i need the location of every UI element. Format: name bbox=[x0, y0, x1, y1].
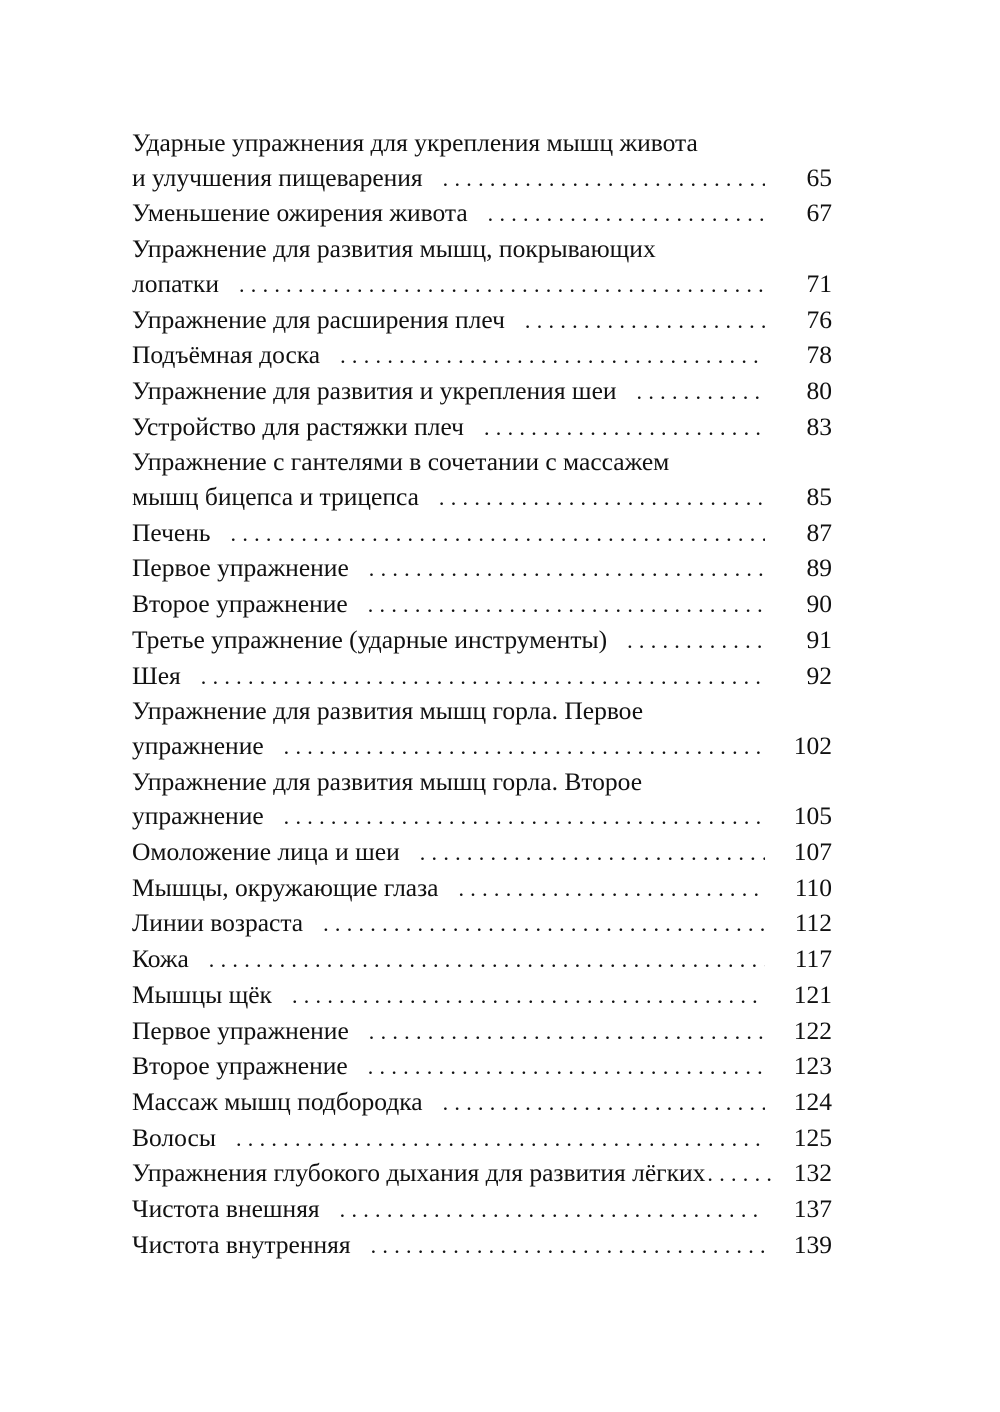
toc-page-number: 102 bbox=[793, 730, 832, 760]
toc-entry-row bbox=[132, 196, 832, 232]
toc-entry[interactable] bbox=[132, 659, 832, 695]
toc-entry-title: Мышцы, окружающие глаза bbox=[132, 872, 439, 902]
toc-page-number: 137 bbox=[793, 1194, 832, 1224]
toc-entry[interactable] bbox=[132, 1049, 832, 1085]
toc-entry-title: мышц бицепса и трицепса bbox=[132, 482, 419, 512]
toc-entry[interactable] bbox=[132, 551, 832, 587]
toc-entry-title: Печень bbox=[132, 517, 211, 547]
dot-leader bbox=[443, 1086, 765, 1121]
toc-entry-title: Подъёмная доска bbox=[132, 340, 321, 370]
toc-entry[interactable] bbox=[132, 196, 832, 232]
toc-entry-title-line: Ударные упражнения для укрепления мышц живота bbox=[132, 128, 698, 157]
toc-page-number: 105 bbox=[793, 801, 832, 831]
toc-page-number: 71 bbox=[806, 268, 832, 298]
toc-page-number: 92 bbox=[806, 660, 832, 690]
toc-entry-row bbox=[132, 942, 832, 978]
toc-entry-row bbox=[132, 1228, 832, 1264]
toc-entry[interactable] bbox=[132, 374, 832, 410]
dot-leader bbox=[627, 624, 765, 659]
dot-leader bbox=[369, 552, 765, 587]
toc-entry-row bbox=[132, 1156, 832, 1192]
toc-entry-row bbox=[132, 374, 832, 410]
toc-entry-title: Устройство для растяжки плеч bbox=[132, 411, 464, 441]
toc-entry-row bbox=[132, 1014, 832, 1050]
toc-entry-title: Первое упражнение bbox=[132, 1015, 349, 1045]
toc-entry-row bbox=[132, 410, 832, 446]
toc-entry[interactable] bbox=[132, 1085, 832, 1121]
toc-entry-title: Мышцы щёк bbox=[132, 979, 272, 1009]
toc-entry[interactable] bbox=[132, 871, 832, 907]
toc-entry[interactable] bbox=[132, 587, 832, 623]
dot-leader bbox=[284, 730, 765, 765]
dot-leader bbox=[236, 1122, 765, 1157]
toc-entry-title: Омоложение лица и шеи bbox=[132, 837, 400, 867]
dot-leader bbox=[323, 907, 765, 942]
toc-page-number: 139 bbox=[793, 1229, 832, 1259]
toc-entry[interactable] bbox=[132, 906, 832, 942]
dot-leader bbox=[239, 268, 765, 303]
toc-entry-row bbox=[132, 623, 832, 659]
table-of-contents bbox=[132, 126, 832, 1264]
dot-leader bbox=[209, 943, 765, 978]
toc-entry-row bbox=[132, 978, 832, 1014]
toc-page-number: 124 bbox=[793, 1086, 832, 1116]
toc-entry[interactable] bbox=[132, 978, 832, 1014]
toc-entry-title: и улучшения пищеварения bbox=[132, 162, 423, 192]
toc-entry-title: Волосы bbox=[132, 1122, 216, 1152]
toc-page-number: 91 bbox=[806, 624, 832, 654]
dot-leader bbox=[488, 197, 765, 232]
toc-entry-title: Третье упражнение (ударные инструменты) bbox=[132, 624, 608, 654]
toc-page-number: 112 bbox=[794, 908, 832, 938]
toc-entry[interactable] bbox=[132, 1121, 832, 1157]
toc-page-number: 89 bbox=[806, 553, 832, 583]
toc-entry-title-line: Упражнение с гантелями в сочетании с массажем bbox=[132, 447, 670, 477]
toc-entry-row bbox=[132, 1085, 832, 1121]
toc-entry-row bbox=[132, 267, 832, 303]
toc-entry-title: Линии возраста bbox=[132, 908, 304, 938]
toc-entry-title: Второе упражнение bbox=[132, 589, 348, 619]
toc-entry-row bbox=[132, 161, 832, 197]
toc-entry-row bbox=[132, 871, 832, 907]
toc-entry-title: Массаж мышц подбородка bbox=[132, 1086, 423, 1116]
toc-entry-title: Уменьшение ожирения живота bbox=[132, 198, 468, 228]
toc-entry[interactable] bbox=[132, 338, 832, 374]
dot-leader bbox=[292, 979, 765, 1014]
toc-entry[interactable] bbox=[132, 126, 832, 196]
toc-entry[interactable] bbox=[132, 623, 832, 659]
toc-page-number: 67 bbox=[806, 198, 832, 228]
toc-page-number: 78 bbox=[806, 340, 832, 370]
toc-page-number: 125 bbox=[793, 1122, 832, 1152]
toc-page-number: 87 bbox=[806, 517, 832, 547]
toc-entry-row bbox=[132, 1049, 832, 1085]
toc-page-number: 65 bbox=[806, 162, 832, 192]
toc-entry-row bbox=[132, 1192, 832, 1228]
dot-leader bbox=[443, 162, 765, 197]
toc-entry-title: Шея bbox=[132, 660, 181, 690]
toc-page-number: 107 bbox=[793, 837, 832, 867]
toc-page-number: 90 bbox=[806, 589, 832, 619]
toc-entry-title-line: Упражнение для развития мышц горла. Первое bbox=[132, 696, 644, 726]
toc-entry-row bbox=[132, 516, 832, 552]
dot-leader bbox=[439, 481, 765, 516]
toc-page-number: 123 bbox=[793, 1051, 832, 1081]
toc-page-number: 121 bbox=[793, 979, 832, 1009]
toc-page-number: 76 bbox=[806, 304, 832, 334]
toc-entry-title: Упражнение для расширения плеч bbox=[132, 304, 505, 334]
dot-leader bbox=[707, 1157, 775, 1192]
toc-page-number: 117 bbox=[794, 944, 832, 974]
dot-leader bbox=[340, 1193, 765, 1228]
toc-page-number: 110 bbox=[794, 872, 832, 902]
toc-entry-row bbox=[132, 799, 832, 835]
dot-leader bbox=[340, 339, 765, 374]
toc-page-number: 122 bbox=[793, 1015, 832, 1045]
toc-entry-row bbox=[132, 551, 832, 587]
dot-leader bbox=[637, 375, 765, 410]
dot-leader bbox=[201, 660, 765, 695]
toc-entry-row bbox=[132, 729, 832, 765]
toc-entry[interactable] bbox=[132, 516, 832, 552]
toc-entry[interactable] bbox=[132, 232, 832, 302]
toc-entry[interactable] bbox=[132, 1228, 832, 1264]
dot-leader bbox=[484, 411, 765, 446]
toc-entry-row bbox=[132, 338, 832, 374]
toc-page-number: 80 bbox=[806, 375, 832, 405]
toc-entry-row bbox=[132, 303, 832, 339]
toc-entry-title: Второе упражнение bbox=[132, 1051, 348, 1081]
toc-entry-title: Чистота внешняя bbox=[132, 1194, 320, 1224]
toc-entry-title: упражнение bbox=[132, 801, 264, 831]
toc-entry-title: Чистота внутренняя bbox=[132, 1229, 351, 1259]
toc-page-number: 132 bbox=[793, 1158, 832, 1188]
toc-entry-title-line: Упражнение для развития мышц горла. Второе bbox=[132, 766, 643, 796]
toc-entry[interactable] bbox=[132, 1156, 832, 1192]
toc-entry-title: Первое упражнение bbox=[132, 553, 349, 583]
dot-leader bbox=[231, 517, 765, 552]
toc-entry[interactable] bbox=[132, 765, 832, 835]
toc-entry-row bbox=[132, 659, 832, 695]
dot-leader bbox=[368, 588, 765, 623]
toc-entry-title: Кожа bbox=[132, 944, 189, 974]
dot-leader bbox=[369, 1015, 765, 1050]
toc-entry[interactable] bbox=[132, 1192, 832, 1228]
toc-page-number: 83 bbox=[806, 411, 832, 441]
toc-entry[interactable] bbox=[132, 445, 832, 515]
toc-entry[interactable] bbox=[132, 694, 832, 764]
toc-entry[interactable] bbox=[132, 1014, 832, 1050]
toc-entry-row bbox=[132, 835, 832, 871]
toc-entry-row bbox=[132, 480, 832, 516]
dot-leader bbox=[525, 304, 765, 339]
toc-entry-title-line: Упражнение для развития мышц, покрывающих bbox=[132, 234, 656, 264]
toc-entry[interactable] bbox=[132, 835, 832, 871]
toc-entry-title: Упражнение для развития и укрепления шеи bbox=[132, 375, 617, 405]
dot-leader bbox=[420, 836, 765, 871]
toc-entry-row bbox=[132, 587, 832, 623]
toc-entry[interactable] bbox=[132, 410, 832, 446]
toc-entry-row bbox=[132, 906, 832, 942]
dot-leader bbox=[371, 1229, 765, 1264]
dot-leader bbox=[459, 872, 766, 907]
toc-entry-row bbox=[132, 1121, 832, 1157]
toc-entry[interactable] bbox=[132, 942, 832, 978]
toc-page-number: 85 bbox=[806, 482, 832, 512]
dot-leader bbox=[284, 800, 765, 835]
toc-entry-title: Упражнения глубокого дыхания для развития лёгких bbox=[132, 1158, 706, 1188]
dot-leader bbox=[368, 1050, 765, 1085]
toc-entry-title: упражнение bbox=[132, 730, 264, 760]
toc-entry-title: лопатки bbox=[132, 268, 219, 298]
toc-entry[interactable] bbox=[132, 303, 832, 339]
